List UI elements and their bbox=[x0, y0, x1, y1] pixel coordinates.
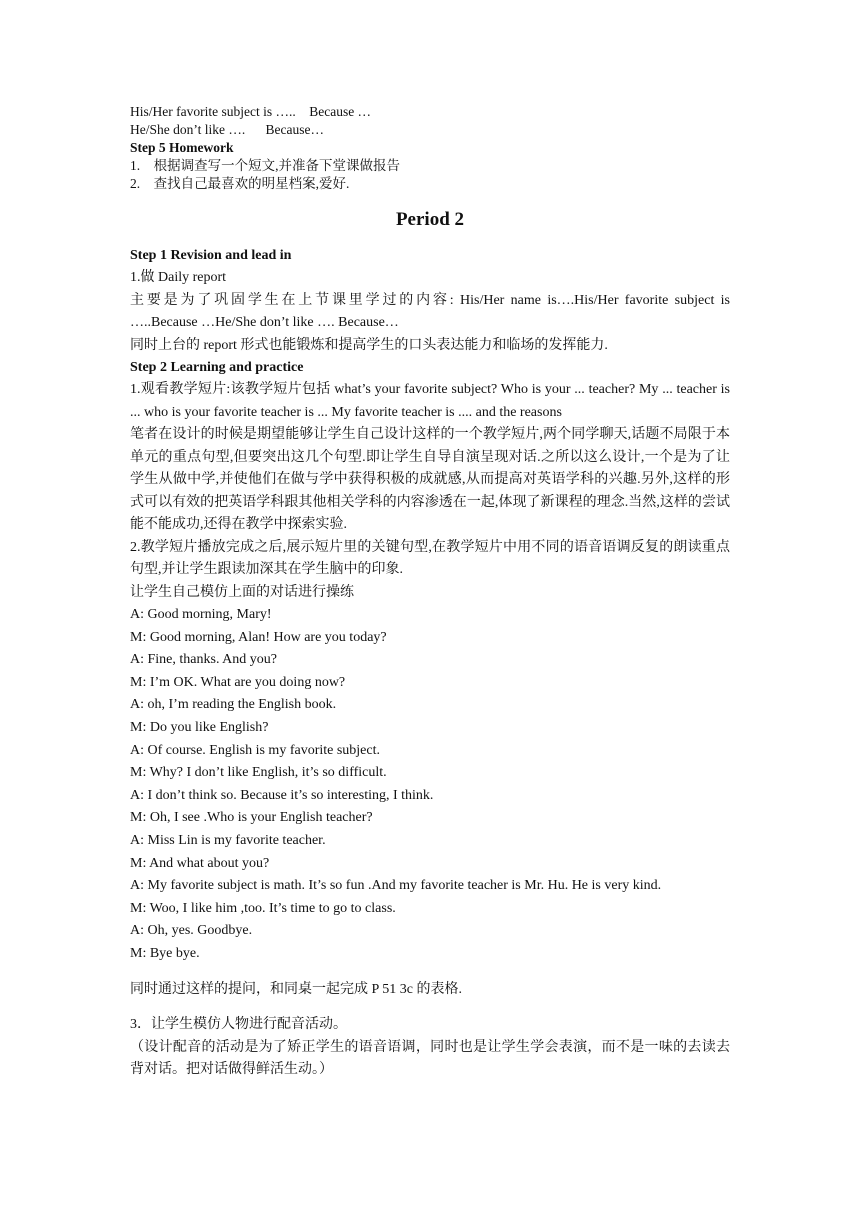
dialogue-line: M: Oh, I see .Who is your English teacher? bbox=[130, 810, 373, 826]
document-page bbox=[130, 103, 730, 1082]
dialogue-line: A: My favorite subject is math. It’s so fun .And my favorite teacher is Mr. Hu. He is very kind. bbox=[130, 878, 662, 894]
dialogue-line: M: I’m OK. What are you doing now? bbox=[130, 674, 346, 690]
paragraph: 2.教学短片播放完成之后,展示短片里的关键句型,在教学短片中用不同的语音语调反复的朗读重点句型,并让学生跟读加深其在学生脑中的印象. bbox=[130, 539, 730, 577]
homework-item: 1. 根据调查写一个短文,并准备下堂课做报告 bbox=[130, 158, 400, 173]
homework-item: 2. 查找自己最喜欢的明星档案,爱好. bbox=[130, 176, 350, 191]
paragraph: 同时上台的 report 形式也能锻炼和提高学生的口头表达能力和临场的发挥能力. bbox=[130, 337, 608, 353]
dialogue-line: A: Good morning, Mary! bbox=[130, 607, 272, 622]
dialogue-line: M: Why? I don’t like English, it’s so difficult. bbox=[130, 765, 387, 781]
dialogue-line: M: Good morning, Alan! How are you today? bbox=[130, 629, 387, 645]
text-line: He/She don’t like …. Because… bbox=[130, 122, 324, 137]
dialogue-line: A: Miss Lin is my favorite teacher. bbox=[130, 832, 326, 848]
paragraph: 3．让学生模仿人物进行配音活动。 bbox=[130, 1017, 347, 1032]
dialogue-line: M: Do you like English? bbox=[130, 719, 269, 735]
dialogue-line: M: And what about you? bbox=[130, 855, 270, 871]
paragraph: 主要是为了巩固学生在上节课里学过的内容: His/Her name is….His/Her favorite subject is …..Because …He/She don’t like …. Because… bbox=[130, 292, 730, 330]
dialogue-line: A: Of course. English is my favorite subject. bbox=[130, 742, 381, 758]
dialogue-line: A: Oh, yes. Goodbye. bbox=[130, 923, 253, 939]
paragraph: 让学生自己模仿上面的对话进行操练 bbox=[130, 584, 354, 600]
text-line: His/Her favorite subject is ….. Because … bbox=[130, 104, 372, 119]
spacer bbox=[130, 966, 730, 979]
period-title: Period 2 bbox=[395, 209, 465, 230]
paragraph: 1.做 Daily report bbox=[130, 270, 227, 285]
dialogue-line: A: I don’t think so. Because it’s so interesting, I think. bbox=[130, 787, 434, 803]
paragraph: （设计配音的活动是为了矫正学生的语音语调，同时也是让学生学会表演，而不是一味的去读去背对话。把对话做得鲜活生动。） bbox=[130, 1039, 730, 1077]
dialogue-line: A: Fine, thanks. And you? bbox=[130, 652, 277, 668]
dialogue-line: M: Woo, I like him ,too. It’s time to go to class. bbox=[130, 900, 396, 916]
step-heading: Step 5 Homework bbox=[130, 140, 234, 155]
paragraph: 同时通过这样的提问，和同桌一起完成 P 51 3c 的表格. bbox=[130, 981, 462, 997]
dialogue-line: M: Bye bye. bbox=[130, 945, 200, 961]
paragraph: 笔者在设计的时候是期望能够让学生自己设计这样的一个教学短片,两个同学聊天,话题不局限于本单元的重点句型,但要突出这几个句型.即让学生自导自演呈现对话.之所以这么设计,一个是为了让学生从做中学,并使他们在做与学中获得积极的成就感,从而提高对英语学科的兴趣.另外,这样的形式可以有效的把英语学科跟其他相关学科的内容渗透在一起,体现了新课程的理念.当然,这样的尝试能不能成功,还得在教学中探索实验. bbox=[130, 427, 730, 532]
paragraph: 1.观看教学短片:该教学短片包括 what’s your favorite subject? Who is your ... teacher? My ... teacher is ... who is your favorite teacher is ... My favorite teacher is .... and the reasons bbox=[130, 382, 730, 420]
dialogue-line: A: oh, I’m reading the English book. bbox=[130, 697, 337, 713]
dialogue bbox=[130, 604, 730, 966]
step-heading: Step 2 Learning and practice bbox=[130, 360, 304, 375]
spacer bbox=[130, 1001, 730, 1014]
step-heading: Step 1 Revision and lead in bbox=[130, 248, 292, 263]
